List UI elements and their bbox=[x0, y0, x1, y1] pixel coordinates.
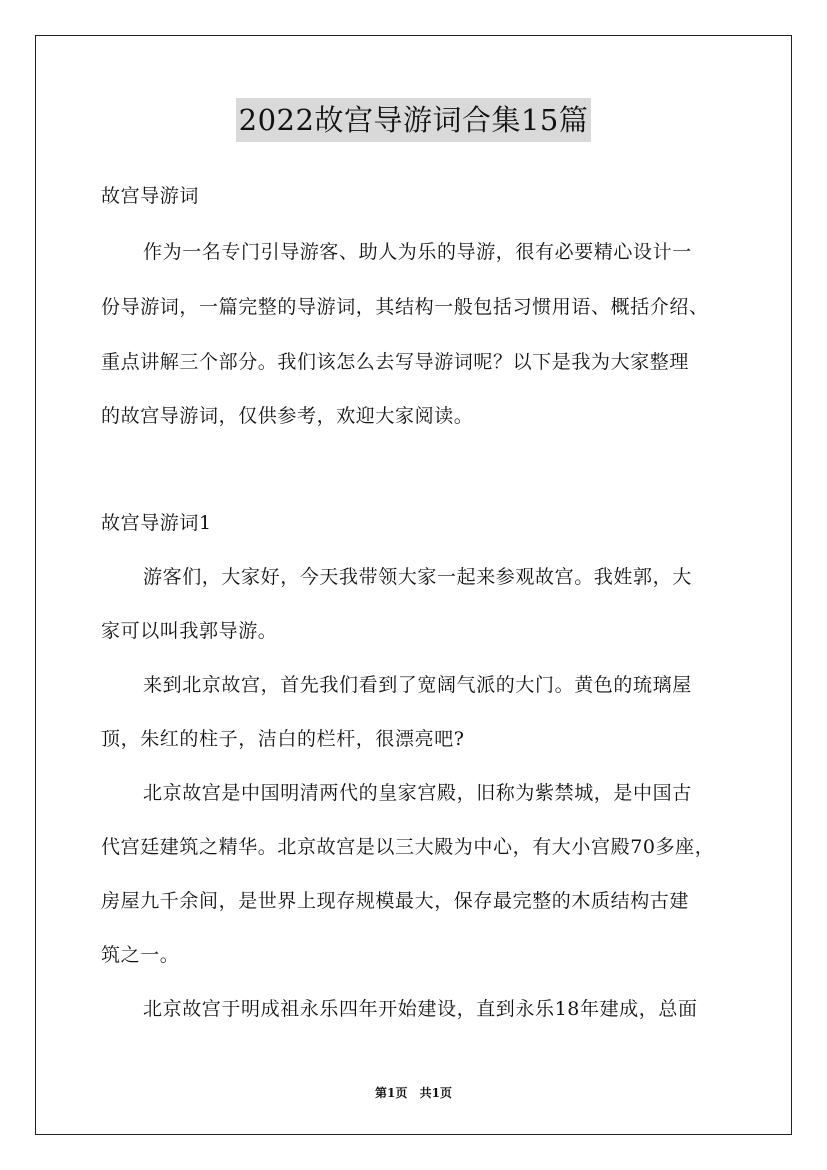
paragraph-line: 北京故宫于明成祖永乐四年开始建设，直到永乐18年建成，总面 bbox=[143, 998, 698, 1020]
paragraph-line: 来到北京故宫，首先我们看到了宽阔气派的大门。黄色的琉璃屋 bbox=[143, 674, 692, 696]
paragraph-line: 家可以叫我郭导游。 bbox=[101, 620, 278, 642]
page-total: 共1页 bbox=[419, 1086, 452, 1100]
document-title: 2022故宫导游词合集15篇 bbox=[236, 98, 592, 142]
paragraph-line: 顶，朱红的柱子，洁白的栏杆，很漂亮吧? bbox=[101, 728, 465, 750]
paragraph-line: 北京故宫是中国明清两代的皇家宫殿，旧称为紫禁城，是中国古 bbox=[143, 782, 692, 804]
title-container bbox=[0, 98, 827, 142]
paragraph-line: 重点讲解三个部分。我们该怎么去写导游词呢？以下是我为大家整理 bbox=[101, 351, 690, 373]
paragraph-line: 作为一名专门引导游客、助人为乐的导游，很有必要精心设计一 bbox=[143, 241, 692, 263]
page-footer bbox=[0, 1084, 827, 1101]
paragraph-line: 代宫廷建筑之精华。北京故宫是以三大殿为中心，有大小宫殿70多座， bbox=[101, 836, 715, 858]
page-number: 第1页 bbox=[375, 1086, 408, 1100]
section-heading: 故宫导游词 bbox=[101, 185, 200, 207]
paragraph-line: 游客们，大家好，今天我带领大家一起来参观故宫。我姓郭，大 bbox=[143, 566, 692, 588]
paragraph-line: 份导游词，一篇完整的导游词，其结构一般包括习惯用语、概括介绍、 bbox=[101, 296, 709, 318]
paragraph-line: 房屋九千余间，是世界上现存规模最大，保存最完整的木质结构古建 bbox=[101, 890, 690, 912]
paragraph-line: 的故宫导游词，仅供参考，欢迎大家阅读。 bbox=[101, 405, 474, 427]
section-heading: 故宫导游词1 bbox=[101, 512, 212, 534]
paragraph-line: 筑之一。 bbox=[101, 944, 180, 966]
